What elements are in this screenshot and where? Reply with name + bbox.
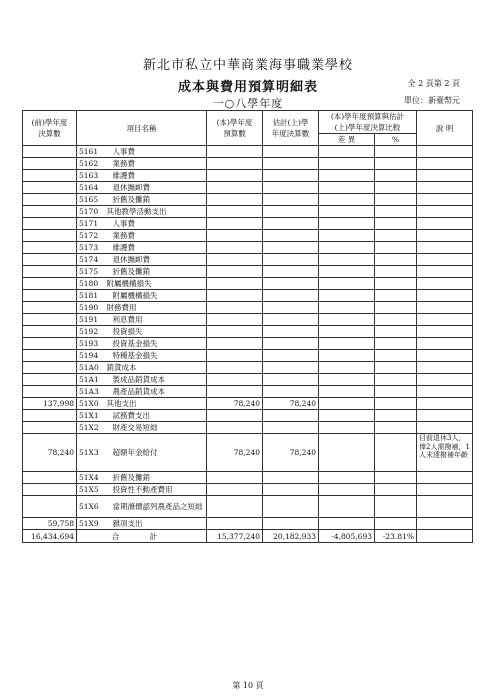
cell-diff xyxy=(319,422,375,434)
cell-note: 目前退休3人，俸2人需撥補，1人未達撥補年齡 xyxy=(417,434,473,472)
cell-prev xyxy=(23,146,77,158)
cell-prev: 59,758 xyxy=(23,518,77,530)
cell-pct xyxy=(375,146,417,158)
table-row xyxy=(23,374,473,386)
cell-pct xyxy=(375,158,417,170)
cell-diff xyxy=(319,254,375,266)
cell-estimate xyxy=(263,374,319,386)
cell-pct xyxy=(375,410,417,422)
col-estimate-line2: 年度決算數 xyxy=(271,129,310,138)
cell-prev xyxy=(23,170,77,182)
table-row xyxy=(23,518,473,530)
cell-estimate xyxy=(263,362,319,374)
cell-code: 5164 xyxy=(77,182,105,194)
total-label: 合 計 xyxy=(77,530,207,543)
table-row xyxy=(23,386,473,398)
col-prev-actual-line2: 決算數 xyxy=(38,129,61,138)
cell-note xyxy=(417,496,473,518)
cell-note xyxy=(417,170,473,182)
cell-budget xyxy=(207,158,263,170)
cell-diff xyxy=(319,326,375,338)
cell-budget xyxy=(207,170,263,182)
cell-code: 51X2 xyxy=(77,422,105,434)
cell-name: 當期滌價認列農產品之短絀 xyxy=(105,496,207,518)
cell-budget xyxy=(207,314,263,326)
cell-prev xyxy=(23,484,77,496)
col-compare-line2: (上)學年度決算比較 xyxy=(334,123,401,132)
cell-code: 51X1 xyxy=(77,410,105,422)
cell-name: 附屬機構損失 xyxy=(105,290,207,302)
cell-prev xyxy=(23,218,77,230)
cell-code: 51X5 xyxy=(77,484,105,496)
cell-estimate xyxy=(263,386,319,398)
cell-name: 業務費 xyxy=(105,158,207,170)
total-diff: -4,805,693 xyxy=(319,530,375,543)
cell-pct xyxy=(375,278,417,290)
cell-pct xyxy=(375,194,417,206)
cell-code: 5171 xyxy=(77,218,105,230)
cell-note xyxy=(417,472,473,484)
col-prev-actual xyxy=(23,111,77,146)
cell-name: 退休撫卹費 xyxy=(105,182,207,194)
cell-budget xyxy=(207,326,263,338)
cell-name: 銷貨成本 xyxy=(105,362,207,374)
cell-name: 人事費 xyxy=(105,146,207,158)
cell-budget xyxy=(207,254,263,266)
cell-pct xyxy=(375,362,417,374)
cell-pct xyxy=(375,170,417,182)
cell-diff xyxy=(319,242,375,254)
table-row xyxy=(23,314,473,326)
cell-estimate: 78,240 xyxy=(263,398,319,410)
table-row xyxy=(23,230,473,242)
total-pct: -23.81% xyxy=(375,530,417,543)
cell-code: 51X4 xyxy=(77,472,105,484)
cell-estimate xyxy=(263,146,319,158)
cell-name: 超額年金給付 xyxy=(105,434,207,472)
cell-prev xyxy=(23,158,77,170)
cell-prev xyxy=(23,278,77,290)
cell-prev xyxy=(23,362,77,374)
cell-pct xyxy=(375,484,417,496)
col-prev-actual-line1: (前)學年度 xyxy=(31,118,68,127)
cell-pct xyxy=(375,350,417,362)
cell-note xyxy=(417,314,473,326)
cell-note xyxy=(417,326,473,338)
cell-name: 維護費 xyxy=(105,242,207,254)
cell-name: 折舊及攤銷 xyxy=(105,472,207,484)
cell-estimate: 78,240 xyxy=(263,434,319,472)
cell-note xyxy=(417,254,473,266)
table-row xyxy=(23,170,473,182)
table-row xyxy=(23,496,473,518)
cell-pct xyxy=(375,242,417,254)
cell-code: 51A0 xyxy=(77,362,105,374)
cell-code: 5173 xyxy=(77,242,105,254)
cell-name: 投資基金損失 xyxy=(105,338,207,350)
cell-note xyxy=(417,374,473,386)
cell-code: 51A1 xyxy=(77,374,105,386)
cell-estimate xyxy=(263,242,319,254)
total-note xyxy=(417,530,473,543)
cell-prev xyxy=(23,254,77,266)
cell-diff xyxy=(319,410,375,422)
cell-diff xyxy=(319,374,375,386)
cell-name: 製成品銷貨成本 xyxy=(105,374,207,386)
cell-pct xyxy=(375,518,417,530)
cell-budget xyxy=(207,362,263,374)
cell-estimate xyxy=(263,206,319,218)
cell-note xyxy=(417,158,473,170)
cell-code: 51X3 xyxy=(77,434,105,472)
cell-prev xyxy=(23,230,77,242)
cell-prev xyxy=(23,374,77,386)
cell-diff xyxy=(319,398,375,410)
cell-estimate xyxy=(263,230,319,242)
cell-code: 51A3 xyxy=(77,386,105,398)
cell-estimate xyxy=(263,182,319,194)
cell-diff xyxy=(319,266,375,278)
cell-prev xyxy=(23,410,77,422)
cell-note xyxy=(417,218,473,230)
table-row xyxy=(23,398,473,410)
cell-note xyxy=(417,290,473,302)
cell-note xyxy=(417,182,473,194)
cell-budget xyxy=(207,182,263,194)
total-budget: 15,377,240 xyxy=(207,530,263,543)
cell-prev xyxy=(23,350,77,362)
table-row xyxy=(23,484,473,496)
cell-note xyxy=(417,146,473,158)
cell-code: 5162 xyxy=(77,158,105,170)
cell-note xyxy=(417,278,473,290)
cell-prev: 137,998 xyxy=(23,398,77,410)
table-body xyxy=(23,146,473,530)
school-name: 新北市私立中華商業海事職業學校 xyxy=(142,58,353,73)
cell-estimate xyxy=(263,266,319,278)
cell-pct xyxy=(375,398,417,410)
cell-name: 投資損失 xyxy=(105,326,207,338)
cell-prev xyxy=(23,290,77,302)
cell-budget xyxy=(207,146,263,158)
cell-note xyxy=(417,518,473,530)
cell-budget xyxy=(207,518,263,530)
cell-prev xyxy=(23,386,77,398)
cell-budget xyxy=(207,230,263,242)
cell-code: 5161 xyxy=(77,146,105,158)
col-budget-line1: (本)學年度 xyxy=(216,118,253,127)
cell-diff xyxy=(319,484,375,496)
currency-unit: 單位：新臺幣元 xyxy=(404,96,460,105)
cell-prev xyxy=(23,496,77,518)
cell-code: 51X0 xyxy=(77,398,105,410)
cell-name: 農產品銷貨成本 xyxy=(105,386,207,398)
cell-code: 5180 xyxy=(77,278,105,290)
col-note: 說 明 xyxy=(417,111,473,146)
table-row xyxy=(23,472,473,484)
cell-code: 5174 xyxy=(77,254,105,266)
cell-diff xyxy=(319,206,375,218)
cell-estimate xyxy=(263,422,319,434)
cell-estimate xyxy=(263,338,319,350)
cell-name: 特種基金損失 xyxy=(105,350,207,362)
total-prev: 16,434,694 xyxy=(23,530,77,543)
cell-estimate xyxy=(263,350,319,362)
cell-name: 維護費 xyxy=(105,170,207,182)
cell-estimate xyxy=(263,290,319,302)
cell-budget xyxy=(207,496,263,518)
cell-note xyxy=(417,266,473,278)
cell-budget xyxy=(207,484,263,496)
cell-budget xyxy=(207,278,263,290)
cell-estimate xyxy=(263,410,319,422)
cell-code: 5165 xyxy=(77,194,105,206)
cell-diff xyxy=(319,230,375,242)
col-diff: 差 異 xyxy=(319,134,375,146)
col-pct: % xyxy=(375,134,417,146)
total-estimate: 20,182,933 xyxy=(263,530,319,543)
cell-diff xyxy=(319,350,375,362)
cell-name: 利息費用 xyxy=(105,314,207,326)
cell-code: 5193 xyxy=(77,338,105,350)
cell-pct xyxy=(375,338,417,350)
table-row xyxy=(23,218,473,230)
table-row xyxy=(23,338,473,350)
report-title: 成本與費用預算明細表 xyxy=(177,80,318,95)
cell-name: 財產交易短絀 xyxy=(105,422,207,434)
cell-budget xyxy=(207,302,263,314)
cell-name: 折舊及攤銷 xyxy=(105,266,207,278)
table-row xyxy=(23,290,473,302)
cell-estimate xyxy=(263,326,319,338)
col-estimate xyxy=(263,111,319,146)
cell-budget xyxy=(207,290,263,302)
cell-code: 5172 xyxy=(77,230,105,242)
cell-pct xyxy=(375,290,417,302)
cell-estimate xyxy=(263,484,319,496)
cell-code: 5175 xyxy=(77,266,105,278)
table-row xyxy=(23,266,473,278)
budget-table xyxy=(22,110,473,543)
page-info: 全 2 頁第 2 頁 xyxy=(407,79,460,88)
cell-note xyxy=(417,302,473,314)
cell-note xyxy=(417,242,473,254)
cell-note xyxy=(417,194,473,206)
table-row xyxy=(23,182,473,194)
cell-note xyxy=(417,230,473,242)
cell-code: 5181 xyxy=(77,290,105,302)
table-row xyxy=(23,422,473,434)
cell-pct xyxy=(375,434,417,472)
cell-prev xyxy=(23,314,77,326)
cell-diff xyxy=(319,338,375,350)
cell-prev xyxy=(23,242,77,254)
cell-budget xyxy=(207,194,263,206)
cell-pct xyxy=(375,302,417,314)
cell-diff xyxy=(319,182,375,194)
cell-estimate xyxy=(263,218,319,230)
cell-diff xyxy=(319,218,375,230)
cell-prev xyxy=(23,302,77,314)
cell-diff xyxy=(319,146,375,158)
cell-estimate xyxy=(263,254,319,266)
cell-pct xyxy=(375,254,417,266)
cell-estimate xyxy=(263,170,319,182)
table-row xyxy=(23,410,473,422)
cell-name: 其他支出 xyxy=(105,398,207,410)
report-year: 一○八學年度 xyxy=(212,97,284,110)
cell-name: 雜項支出 xyxy=(105,518,207,530)
table-row xyxy=(23,434,473,472)
cell-note xyxy=(417,338,473,350)
cell-prev xyxy=(23,472,77,484)
cell-budget xyxy=(207,350,263,362)
cell-code: 5190 xyxy=(77,302,105,314)
col-budget-line2: 預算數 xyxy=(223,129,246,138)
cell-diff xyxy=(319,386,375,398)
cell-prev xyxy=(23,182,77,194)
cell-budget xyxy=(207,218,263,230)
cell-code: 51X9 xyxy=(77,518,105,530)
cell-budget xyxy=(207,472,263,484)
cell-pct xyxy=(375,314,417,326)
cell-diff xyxy=(319,194,375,206)
cell-pct xyxy=(375,230,417,242)
cell-budget: 78,240 xyxy=(207,434,263,472)
table-row xyxy=(23,242,473,254)
cell-diff xyxy=(319,434,375,472)
table-row xyxy=(23,146,473,158)
cell-note xyxy=(417,206,473,218)
cell-name: 財務費用 xyxy=(105,302,207,314)
cell-budget xyxy=(207,422,263,434)
table-row xyxy=(23,302,473,314)
cell-diff xyxy=(319,170,375,182)
cell-name: 投資性不動產費用 xyxy=(105,484,207,496)
table-row xyxy=(23,194,473,206)
total-row xyxy=(23,530,473,543)
table-row xyxy=(23,350,473,362)
cell-pct xyxy=(375,326,417,338)
table-row xyxy=(23,158,473,170)
col-budget xyxy=(207,111,263,146)
cell-estimate xyxy=(263,472,319,484)
cell-diff xyxy=(319,362,375,374)
cell-code: 5170 xyxy=(77,206,105,218)
cell-note xyxy=(417,422,473,434)
cell-pct xyxy=(375,266,417,278)
table-row xyxy=(23,206,473,218)
cell-budget xyxy=(207,410,263,422)
cell-prev xyxy=(23,266,77,278)
cell-diff xyxy=(319,290,375,302)
cell-name: 退休撫卹費 xyxy=(105,254,207,266)
cell-pct xyxy=(375,218,417,230)
cell-prev xyxy=(23,206,77,218)
cell-diff xyxy=(319,278,375,290)
col-item: 項目名稱 xyxy=(77,111,207,146)
cell-diff xyxy=(319,302,375,314)
cell-estimate xyxy=(263,314,319,326)
cell-name: 業務費 xyxy=(105,230,207,242)
table-row xyxy=(23,254,473,266)
cell-name: 人事費 xyxy=(105,218,207,230)
cell-name: 附屬機構損失 xyxy=(105,278,207,290)
table-row xyxy=(23,326,473,338)
cell-note xyxy=(417,410,473,422)
cell-estimate xyxy=(263,302,319,314)
cell-prev xyxy=(23,326,77,338)
cell-estimate xyxy=(263,158,319,170)
cell-budget xyxy=(207,206,263,218)
cell-note xyxy=(417,362,473,374)
cell-pct xyxy=(375,374,417,386)
cell-pct xyxy=(375,472,417,484)
cell-pct xyxy=(375,182,417,194)
table-row xyxy=(23,278,473,290)
cell-budget xyxy=(207,386,263,398)
col-compare-line1: (本)學年度預算與估計 xyxy=(330,112,405,121)
cell-code: 5163 xyxy=(77,170,105,182)
cell-diff xyxy=(319,158,375,170)
cell-name: 試務費支出 xyxy=(105,410,207,422)
header-row-1 xyxy=(23,111,473,134)
cell-estimate xyxy=(263,496,319,518)
cell-prev xyxy=(23,338,77,350)
cell-pct xyxy=(375,496,417,518)
cell-budget: 78,240 xyxy=(207,398,263,410)
cell-code: 51X6 xyxy=(77,496,105,518)
cell-note xyxy=(417,484,473,496)
cell-diff xyxy=(319,314,375,326)
cell-budget xyxy=(207,338,263,350)
cell-estimate xyxy=(263,278,319,290)
cell-budget xyxy=(207,374,263,386)
cell-prev: 78,240 xyxy=(23,434,77,472)
cell-pct xyxy=(375,422,417,434)
col-compare xyxy=(319,111,417,134)
cell-code: 5192 xyxy=(77,326,105,338)
cell-diff xyxy=(319,496,375,518)
cell-note xyxy=(417,398,473,410)
page-footer: 第 10 頁 xyxy=(232,681,264,690)
cell-code: 5191 xyxy=(77,314,105,326)
cell-name: 其他教學活動支出 xyxy=(105,206,207,218)
cell-note xyxy=(417,350,473,362)
cell-pct xyxy=(375,386,417,398)
cell-name: 折舊及攤銷 xyxy=(105,194,207,206)
col-estimate-line1: 估計(上)學 xyxy=(272,118,309,127)
cell-prev xyxy=(23,194,77,206)
cell-code: 5194 xyxy=(77,350,105,362)
cell-budget xyxy=(207,266,263,278)
cell-diff xyxy=(319,518,375,530)
cell-estimate xyxy=(263,194,319,206)
cell-note xyxy=(417,386,473,398)
table-row xyxy=(23,362,473,374)
cell-budget xyxy=(207,242,263,254)
cell-estimate xyxy=(263,518,319,530)
cell-diff xyxy=(319,472,375,484)
cell-pct xyxy=(375,206,417,218)
cell-prev xyxy=(23,422,77,434)
